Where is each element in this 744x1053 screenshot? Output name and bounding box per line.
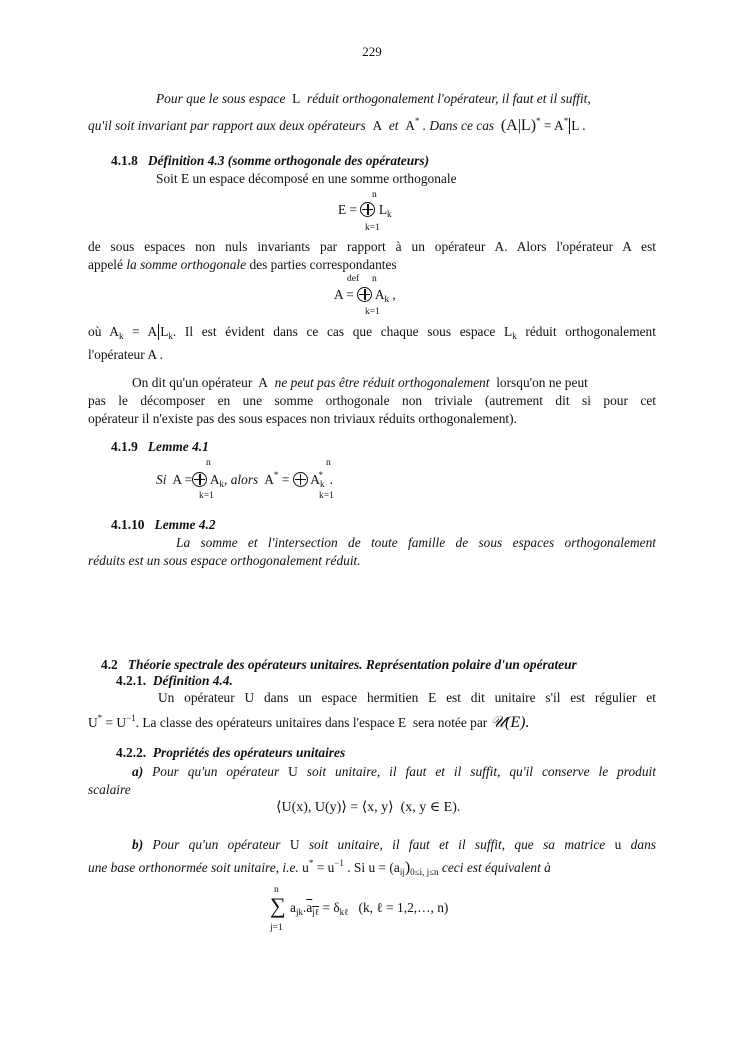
equation-orthogonal-sum-A: def n $A = A_k$ , k=1 bbox=[334, 274, 396, 317]
math-A: A bbox=[372, 118, 383, 133]
prop-a-line-2: scalaire bbox=[88, 782, 131, 797]
italic-term: la somme orthogonale bbox=[126, 257, 247, 272]
section-4-2-1-heading: 4.2.1. Définition 4.4. bbox=[116, 673, 233, 688]
section-title: Définition 4.3 (somme orthogonale des opérateurs) bbox=[147, 153, 430, 168]
p1-text: . Dans ce cas bbox=[422, 118, 495, 133]
oplus-icon bbox=[360, 202, 375, 217]
math-A-star: A bbox=[405, 118, 415, 133]
unitary-class-symbol: 𝒰(E). bbox=[490, 714, 530, 731]
p1-text: qu'il soit invariant par rapport aux deux opérateurs bbox=[88, 118, 366, 133]
limit-upper: n bbox=[372, 274, 377, 284]
equation-unitary-sum: n ∑ $a_{jk}.a_{j\ell} = \delta_{k\ell}$ (k, ℓ = 1,2,…, n) j=1 bbox=[270, 885, 449, 933]
lemma-4-2-line-1: La somme et l'intersection de toute famille de sous espaces orthogonalement bbox=[176, 535, 656, 550]
sigma-icon: ∑ bbox=[270, 893, 286, 918]
s418-line-3: où $A_k = A$ $L_k$. Il est évident dans ce cas que chaque sous espace $L_k$ réduit orthogonalement bbox=[88, 324, 656, 341]
section-4-1-10-heading: 4.1.10 Lemme 4.2 bbox=[111, 517, 216, 532]
s418-p2-line-1: On dit qu'un opérateur A ne peut pas être réduit orthogonalement lorsqu'on ne peut bbox=[132, 375, 588, 390]
formula-restriction: (A|L)* = A* L . bbox=[500, 116, 586, 134]
s418-line-2: appelé la somme orthogonale des parties correspondantes bbox=[88, 257, 397, 272]
p1-text: et bbox=[388, 118, 399, 133]
math-L: L bbox=[292, 91, 301, 106]
star-sup: * bbox=[414, 116, 420, 126]
eq-rhs: L bbox=[378, 202, 387, 217]
def-label: def bbox=[347, 274, 360, 284]
section-number: 4.1.8 bbox=[111, 153, 138, 168]
s418-line-1: de sous espaces non nuls invariants par rapport à un opérateur A. Alors l'opérateur A est bbox=[88, 239, 657, 254]
p1-text: réduit orthogonalement l'opérateur, il faut et il suffit, bbox=[307, 91, 591, 106]
section-4-1-9-heading: 4.1.9 Lemme 4.1 bbox=[111, 439, 209, 454]
equation-scalar-product: ⟨U(x), U(y)⟩ = ⟨x, y⟩ (x, y ∈ E). bbox=[276, 800, 461, 815]
lemma-4-2-line-2: réduits est un sous espace orthogonalement réduit. bbox=[88, 553, 361, 568]
page-number: 229 bbox=[362, 44, 382, 59]
def-4-4-line-1: Un opérateur U dans un espace hermitien E est dit unitaire s'il est régulier et bbox=[158, 690, 656, 705]
oplus-icon bbox=[357, 287, 372, 302]
prop-a-line-1: a) Pour qu'un opérateur U soit unitaire, il faut et il suffit, qu'il conserve le produit bbox=[132, 764, 656, 779]
section-4-2-heading: 4.2 Théorie spectrale des opérateurs unitaires. Représentation polaire d'un opérateur bbox=[101, 657, 577, 672]
text: un espace décomposé en une somme orthogonale bbox=[192, 171, 457, 186]
eq-lhs: E = bbox=[338, 202, 358, 217]
limit-upper: n bbox=[372, 190, 377, 200]
oplus-icon bbox=[192, 472, 207, 487]
text: Soit bbox=[156, 171, 178, 186]
lemma-4-1-formula: n n Si $A = A_k$, alors $A^* = A_k^*$ . k=1 k=1 bbox=[156, 458, 334, 501]
s418-intro bbox=[156, 171, 457, 187]
limit-lower: k=1 bbox=[365, 307, 380, 317]
s418-p2-line-3: opérateur il n'existe pas des sous espaces non triviaux réduits orthogonalement). bbox=[88, 411, 517, 426]
p1-line-2 bbox=[88, 116, 586, 135]
math-E: E bbox=[180, 171, 190, 186]
section-4-1-8-heading bbox=[111, 153, 429, 169]
p1-text: Pour que le sous espace bbox=[156, 91, 286, 106]
conjugate-term: $a_{j\ell}$ bbox=[306, 900, 320, 917]
s418-line-4: l'opérateur A . bbox=[88, 347, 163, 362]
s418-p2-line-2: pas le décomposer en une somme orthogonale non triviale (autrement dit si pour cet bbox=[88, 393, 656, 408]
limit-lower: k=1 bbox=[365, 223, 380, 233]
prop-b-line-1: b) Pour qu'un opérateur U soit unitaire, il faut et il suffit, que sa matrice u dans bbox=[132, 837, 656, 852]
equation-orthogonal-sum-E: n $E = L_k$ k=1 bbox=[338, 190, 392, 233]
section-4-2-2-heading: 4.2.2. Propriétés des opérateurs unitaires bbox=[116, 745, 346, 760]
def-4-4-line-2: $U^* = U^{-1}$. La classe des opérateurs unitaires dans l'espace E sera notée par 𝒰(E). bbox=[88, 713, 530, 731]
prop-b-line-2: une base orthonormée soit unitaire, i.e. $u^* = u^{-1}$ . Si $u = (a_{ij})_{0\le i, j\le n}$ ceci est équivalent à bbox=[88, 858, 551, 877]
oplus-icon bbox=[293, 472, 308, 487]
p1-line-1 bbox=[156, 91, 591, 107]
